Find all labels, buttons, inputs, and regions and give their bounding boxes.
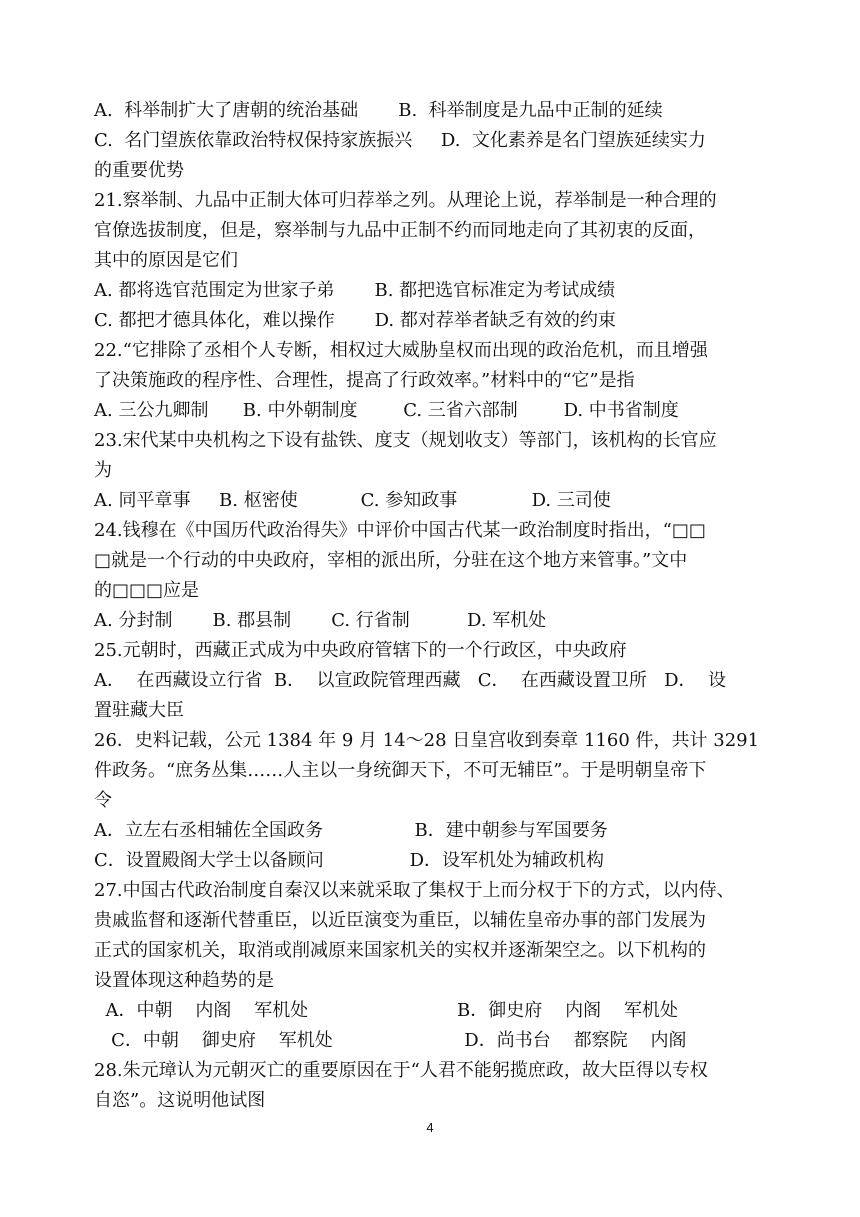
options-line: C．中朝 御史府 军机处 D．尚书台 都察院 内阁 [94,1030,687,1051]
question-22: 22.“它排除了丞相个人专断，相权过大威胁皇权而出现的政治危机，而且增强 [94,340,708,361]
question-25: 25.元朝时，西藏正式成为中央政府管辖下的一个行政区，中央政府 [94,640,627,661]
question-26: 26．史料记载，公元 1384 年 9 月 14～28 日皇宫收到奏章 1160 件，共计 3291 [94,730,760,751]
question-24: 24.钱穆在《中国历代政治得失》中评价中国古代某一政治制度时指出，“□□ [94,520,706,541]
options-line: A. 同平章事 B. 枢密使 C. 参知政事 D. 三司使 [94,490,611,511]
text-line: 贵戚监督和逐渐代替重臣，以近臣演变为重臣，以辅佐皇帝办事的部门发展为 [94,910,706,931]
page-number: 4 [426,1120,434,1135]
question-text-block [94,96,774,1116]
text-line: 官僚选拔制度，但是，察举制与九品中正制不约而同地走向了其初衷的反面， [94,220,706,241]
text-line: 的重要优势 [94,160,184,181]
options-line: A．中朝 内阁 军机处 B．御史府 内阁 军机处 [94,1000,678,1021]
text-line: 了决策施政的程序性、合理性，提高了行政效率。”材料中的“它”是指 [94,370,635,391]
text-line: 件政务。“庶务丛集……人主以一身统御天下，不可无辅臣”。于是明朝皇帝下 [94,760,707,781]
text-line: 其中的原因是它们 [94,250,238,271]
text-line: A. 科举制扩大了唐朝的统治基础 B. 科举制度是九品中正制的延续 [94,100,663,121]
text-line: 为 [94,460,112,481]
text-line: □就是一个行动的中央政府，宰相的派出所，分驻在这个地方来管事。”文中 [94,550,688,571]
text-line: 设置体现这种趋势的是 [94,970,274,991]
options-line: A. 三公九卿制 B. 中外朝制度 C. 三省六部制 D. 中书省制度 [94,400,679,421]
options-line: C．设置殿阁大学士以备顾问 D．设军机处为辅政机构 [94,850,605,871]
options-line: A. 分封制 B. 郡县制 C. 行省制 D. 军机处 [94,610,547,631]
options-line: A． 在西藏设立行省 B． 以宣政院管理西藏 C． 在西藏设置卫所 D． 设 [94,670,726,691]
options-line: C. 都把才德具体化，难以操作 D. 都对荐举者缺乏有效的约束 [94,310,616,331]
text-line: 自恣”。这说明他试图 [94,1090,266,1111]
text-line: 的□□□应是 [94,580,200,601]
text-line: C. 名门望族依靠政治特权保持家族振兴 D. 文化素养是名门望族延续实力 [94,130,706,151]
question-28: 28.朱元璋认为元朝灭亡的重要原因在于“人君不能躬揽庶政，故大臣得以专权 [94,1060,708,1081]
text-line: 令 [94,790,112,811]
options-line: A．立左右丞相辅佐全国政务 B．建中朝参与军国要务 [94,820,608,841]
question-21: 21.察举制、九品中正制大体可归荐举之列。从理论上说，荐举制是一种合理的 [94,190,717,211]
question-23: 23.宋代某中央机构之下设有盐铁、度支（规划收支）等部门，该机构的长官应 [94,430,717,451]
text-line: 正式的国家机关，取消或削减原来国家机关的实权并逐渐架空之。以下机构的 [94,940,706,961]
options-line: A. 都将选官范围定为世家子弟 B. 都把选官标准定为考试成绩 [94,280,616,301]
text-line: 置驻藏大臣 [94,700,184,721]
question-27: 27.中国古代政治制度自秦汉以来就采取了集权于上而分权于下的方式，以内侍、 [94,880,735,901]
